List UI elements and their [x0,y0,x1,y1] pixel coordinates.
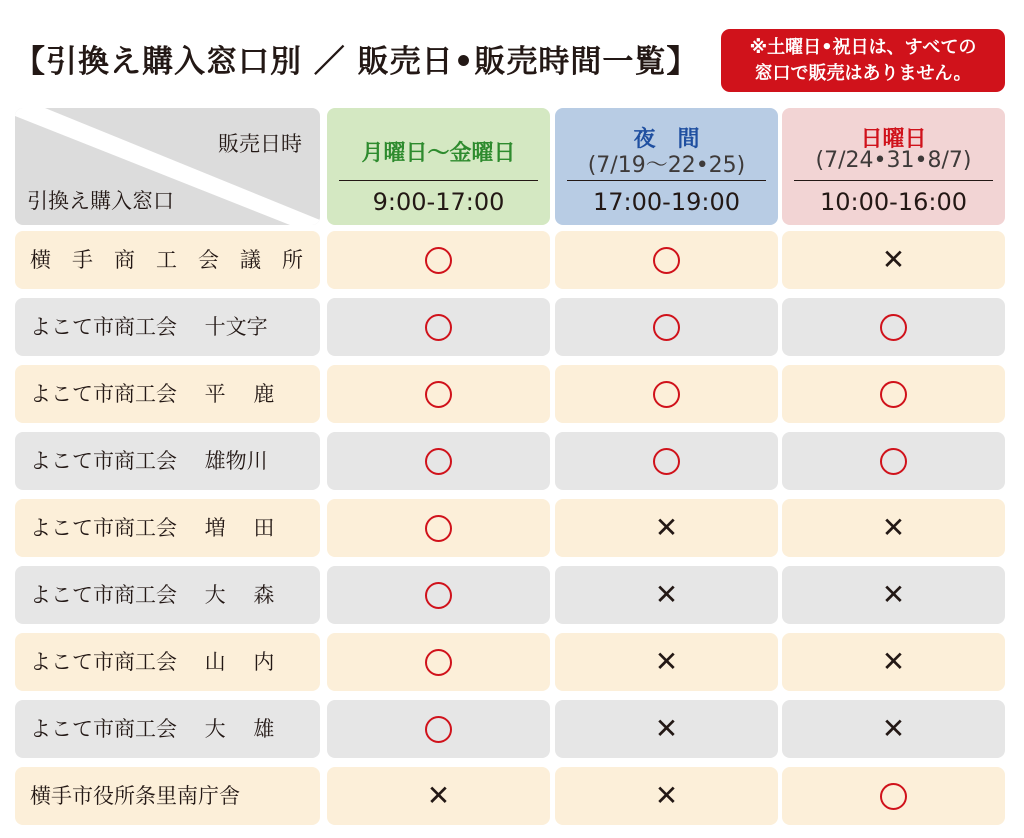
availability-cell [555,700,778,758]
availability-cell [782,566,1005,624]
column-name: 月曜日〜金曜日 [361,141,516,166]
availability-cell [327,298,550,356]
unavailable-cross-icon: ✕ [654,712,679,745]
available-circle-icon [880,783,907,810]
column-name: 夜 間 [633,127,700,152]
availability-cell [555,231,778,289]
unavailable-cross-icon: ✕ [881,578,906,611]
availability-cell [555,365,778,423]
header-sales-datetime: 販売日時 [218,132,302,156]
availability-cell [782,499,1005,557]
unavailable-cross-icon: ✕ [881,243,906,276]
column-header-1 [327,108,550,225]
available-circle-icon [425,515,452,542]
available-circle-icon [425,582,452,609]
unavailable-cross-icon: ✕ [426,779,451,812]
available-circle-icon [653,314,680,341]
unavailable-cross-icon: ✕ [881,645,906,678]
row-counter-name: よこて市商工会 大 森 [15,566,320,624]
header-counter: 引換え購入窓口 [27,189,174,213]
availability-cell [327,633,550,691]
page-title: 【引換え購入窓口別 ／ 販売日•販売時間一覧】 [14,44,699,80]
availability-cell [555,298,778,356]
notice-badge [721,29,1005,92]
row-counter-name: よこて市商工会 雄物川 [15,432,320,490]
row-counter-name: 横 手 商 工 会 議 所 [15,231,320,289]
column-time: 17:00-19:00 [593,188,740,216]
availability-cell [555,499,778,557]
availability-cell [327,231,550,289]
availability-cell [782,767,1005,825]
availability-cell [327,365,550,423]
column-name: 日曜日 [860,127,927,152]
available-circle-icon [880,448,907,475]
column-date-range: (7/19〜22•25) [587,153,746,178]
available-circle-icon [653,247,680,274]
column-date-range: (7/24•31•8/7) [815,148,972,173]
unavailable-cross-icon: ✕ [881,712,906,745]
unavailable-cross-icon: ✕ [654,511,679,544]
row-counter-name: よこて市商工会 平 鹿 [15,365,320,423]
available-circle-icon [425,314,452,341]
available-circle-icon [425,448,452,475]
table-corner-header [15,108,320,225]
availability-cell [327,700,550,758]
available-circle-icon [653,448,680,475]
column-time: 9:00-17:00 [372,188,505,216]
available-circle-icon [880,381,907,408]
column-time: 10:00-16:00 [820,188,967,216]
unavailable-cross-icon: ✕ [654,779,679,812]
availability-cell [327,566,550,624]
availability-cell [327,767,550,825]
available-circle-icon [653,381,680,408]
availability-cell [782,365,1005,423]
unavailable-cross-icon: ✕ [654,578,679,611]
column-divider-line [794,180,993,181]
available-circle-icon [880,314,907,341]
availability-cell [782,633,1005,691]
unavailable-cross-icon: ✕ [654,645,679,678]
availability-cell [782,231,1005,289]
column-header-3 [782,108,1005,225]
availability-cell [555,633,778,691]
available-circle-icon [425,381,452,408]
notice-line-1: ※土曜日•祝日は、すべての [749,37,977,58]
availability-cell [555,566,778,624]
available-circle-icon [425,649,452,676]
available-circle-icon [425,716,452,743]
row-counter-name: 横手市役所条里南庁舎 [15,767,320,825]
unavailable-cross-icon: ✕ [881,511,906,544]
row-counter-name: よこて市商工会 大 雄 [15,700,320,758]
availability-cell [555,432,778,490]
available-circle-icon [425,247,452,274]
row-counter-name: よこて市商工会 増 田 [15,499,320,557]
notice-line-2: 窓口で販売はありません。 [754,63,972,84]
availability-cell [327,432,550,490]
row-counter-name: よこて市商工会 十文字 [15,298,320,356]
availability-cell [555,767,778,825]
availability-cell [327,499,550,557]
column-header-2 [555,108,778,225]
availability-cell [782,700,1005,758]
row-counter-name: よこて市商工会 山 内 [15,633,320,691]
column-divider-line [339,180,538,181]
availability-cell [782,298,1005,356]
column-divider-line [567,180,766,181]
availability-cell [782,432,1005,490]
